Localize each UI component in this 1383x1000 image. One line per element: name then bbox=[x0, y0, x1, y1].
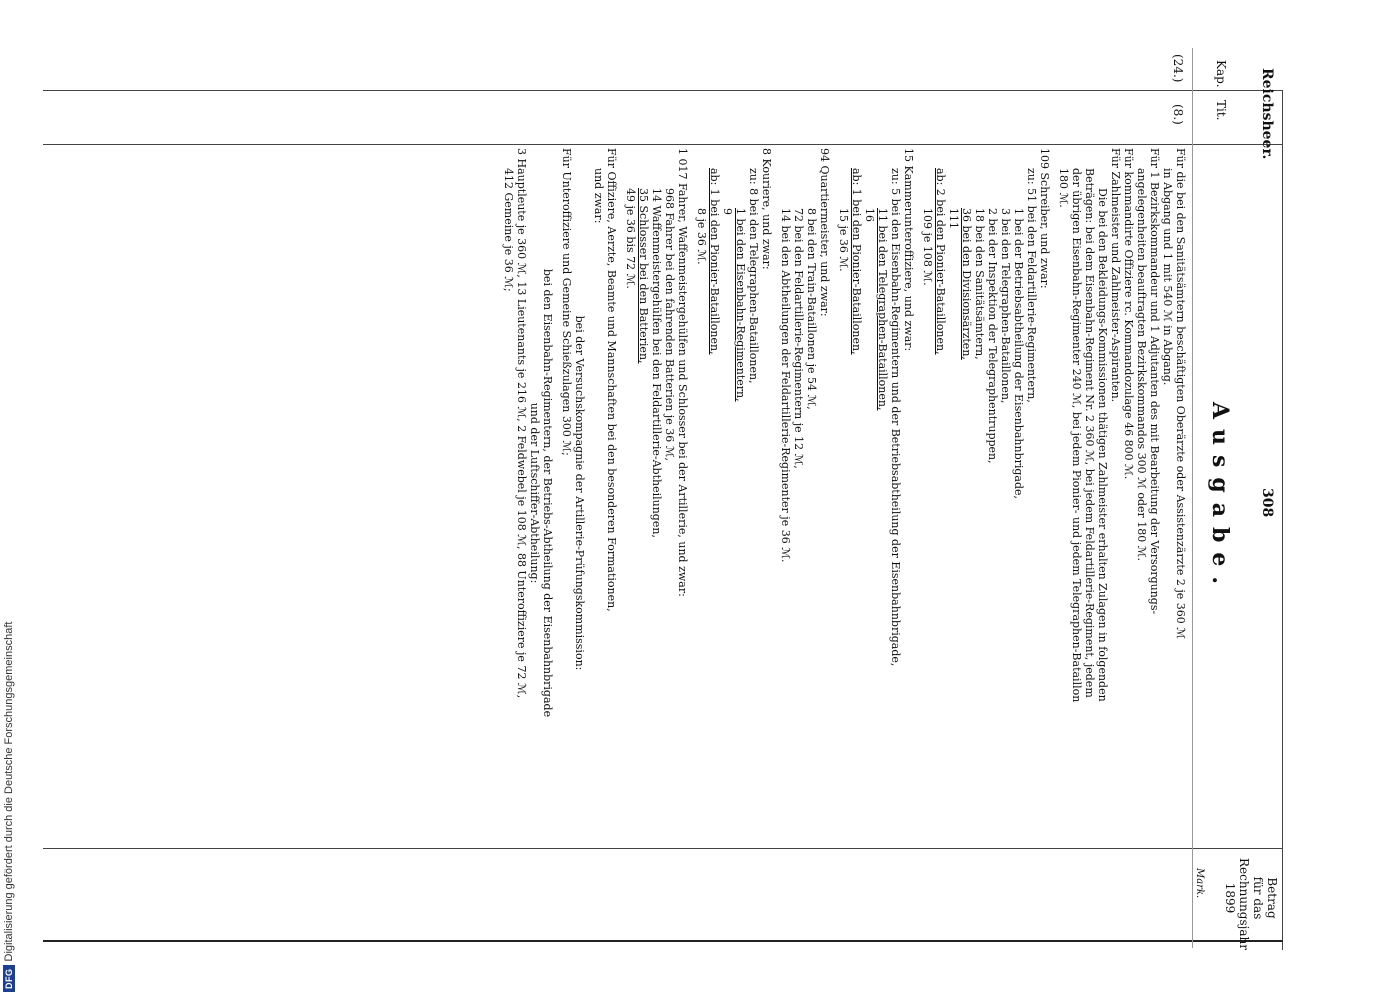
page-number: 308 bbox=[1259, 488, 1275, 518]
text-line: ab: 1 bei den Pionier-Bataillonen, bbox=[850, 168, 863, 355]
betrag-line: Rechnungsjahr bbox=[1237, 858, 1251, 950]
text-line: bei den Eisenbahn-Regimentern, der Betriebs-Abtheilung der Eisenbahnbrigade bbox=[541, 268, 554, 718]
text-line: 15 je 36 ℳ. bbox=[837, 208, 850, 272]
rotated-page bbox=[43, 48, 1283, 948]
text-line: Die bei den Bekleidungs-Kommissionen thätigen Zahlmeister erhalten Zulagen in folgenden bbox=[1096, 188, 1109, 702]
text-line: 11 bei den Telegraphen-Bataillonen, bbox=[876, 208, 889, 411]
dfg-credit bbox=[0, 592, 18, 992]
text-line: ab: 1 bei den Pionier-Bataillonen, bbox=[708, 168, 721, 355]
section-title: Ausgabe. bbox=[1207, 401, 1233, 595]
text-line: 16 bbox=[863, 208, 876, 222]
column-header-tit: Tit. bbox=[1214, 100, 1228, 121]
betrag-line: für das bbox=[1251, 876, 1265, 920]
text-line: Für Zahlmeister und Zahlmeister-Aspiranten. bbox=[1109, 148, 1122, 403]
column-unit-mark: Mark. bbox=[1194, 868, 1205, 899]
outer-rule bbox=[43, 940, 1283, 942]
betrag-line: 1899 bbox=[1223, 882, 1237, 914]
text-line: 14 Waffenmeistergehülfen bei den Feldartillerie-Abtheilungen, bbox=[650, 188, 663, 538]
text-line: und zwar: bbox=[592, 168, 605, 224]
text-line: 36 bei den Divisionsärzten, bbox=[960, 208, 973, 360]
text-line: 8 je 36 ℳ. bbox=[695, 208, 708, 265]
text-line: Für Offiziere, Aerzte, Beamte und Mannschaften bei den besonderen Formationen, bbox=[605, 148, 618, 612]
text-line: in Abgang und 1 mit 540 ℳ in Abgang. bbox=[1161, 168, 1174, 386]
text-line: Für Unteroffiziere und Gemeine Schießzulagen 300 ℳ; bbox=[560, 148, 573, 456]
kapitel-number: (24.) bbox=[1171, 54, 1185, 83]
column-header-kap: Kap. bbox=[1214, 60, 1228, 88]
text-line: zu: 8 bei den Telegraphen-Bataillonen, bbox=[747, 168, 760, 384]
text-line: Für die bei den Sanitätsämtern beschäftigten Oberärzte oder Assistenzärzte 2 je 360 ℳ bbox=[1174, 148, 1187, 640]
text-line: 1 bei der Betriebsabtheilung der Eisenbahnbrigade, bbox=[1012, 208, 1025, 500]
text-line: 1 017 Fahrer, Waffenmeistergehülfen und Schlosser bei der Artillerie, und zwar: bbox=[676, 148, 689, 597]
text-line: 18 bei den Sanitätsämtern, bbox=[973, 208, 986, 360]
text-line: 968 Fahrer bei den fahrenden Batterien je 36 ℳ, bbox=[663, 188, 676, 461]
text-line: 9 bbox=[721, 208, 734, 215]
text-line: 3 bei den Telegraphen-Bataillonen, bbox=[999, 208, 1012, 404]
text-line: 8 bei den Train-Bataillonen je 54 ℳ, bbox=[805, 208, 818, 410]
dfg-logo: DFG bbox=[3, 966, 15, 993]
text-line: der übrigen Eisenbahn-Regimenter 240 ℳ, bei jedem Pionier- und jedem Telegraphen-Bataillon bbox=[1070, 168, 1083, 703]
text-line: und der Luftschiffer-Abtheilung: bbox=[528, 402, 541, 584]
text-line: 180 ℳ. bbox=[1057, 168, 1070, 208]
text-line: ab: 2 bei den Pionier-Bataillonen, bbox=[934, 168, 947, 355]
dfg-credit-text: Digitalisierung gefördert durch die Deutsche Forschungsgemeinschaft bbox=[3, 621, 15, 962]
text-line: 2 bei der Inspektion der Telegraphentruppen, bbox=[986, 208, 999, 464]
text-line: Für kommandirte Offiziere rc. Kommandozulage 46 800 ℳ. bbox=[1122, 148, 1135, 480]
column-rule-kap bbox=[43, 90, 1283, 91]
text-line: 72 bei den Feldartillerie-Regimentern je 12 ℳ, bbox=[792, 208, 805, 469]
text-line: 1 bei den Eisenbahn-Regimentern, bbox=[734, 208, 747, 402]
text-line: angelegenheiten beauftragten Bezirkskommandos 300 ℳ oder 180 ℳ. bbox=[1135, 168, 1148, 562]
text-line: 94 Quartiermeister, und zwar: bbox=[818, 148, 831, 317]
body-text bbox=[502, 148, 1187, 838]
text-line: 109 je 108 ℳ. bbox=[921, 208, 934, 286]
text-line: 15 Kammerunteroffiziere, und zwar: bbox=[902, 148, 915, 352]
text-line: 35 Schlosser bei den Batterien, bbox=[637, 188, 650, 364]
text-line: 111 bbox=[947, 208, 960, 229]
column-rule-tit bbox=[43, 144, 1283, 145]
running-head: Reichsheer. bbox=[1259, 68, 1275, 160]
text-line: zu: 5 bei den Eisenbahn-Regimentern und der Betriebsabtheilung der Eisenbahnbrigade, bbox=[889, 168, 902, 667]
text-line: Beträgen: bei dem Eisenbahn-Regiment Nr. 2 360 ℳ, bei jedem Feldartillerie-Regiment, jedem bbox=[1083, 168, 1096, 698]
text-line: 49 je 36 bis 72 ℳ. bbox=[624, 188, 637, 289]
column-header-betrag bbox=[1223, 858, 1279, 950]
text-line: Für 1 Bezirkskommandeur und 1 Adjutanten des mit Bearbeitung der Versorgungs- bbox=[1148, 148, 1161, 615]
text-line: zu: 51 bei den Feldartillerie-Regimentern, bbox=[1025, 168, 1038, 403]
text-line: 412 Gemeine je 36 ℳ; bbox=[502, 168, 515, 292]
column-rule-betrag bbox=[43, 848, 1283, 849]
text-line: 3 Hauptleute je 360 ℳ, 13 Lieutenants je 216 ℳ, 2 Feldwebel je 108 ℳ, 88 Unteroffiziere je 72 ℳ, bbox=[515, 148, 528, 699]
text-line: 14 bei den Abtheilungen der Feldartillerie-Regimenter je 36 ℳ. bbox=[779, 208, 792, 563]
text-line: bei der Versuchskompagnie der Artillerie-Prüfungskommission: bbox=[573, 315, 586, 671]
betrag-line: Betrag bbox=[1265, 877, 1279, 919]
titel-number: (8.) bbox=[1171, 104, 1185, 125]
page-header bbox=[1192, 48, 1283, 948]
text-line: 109 Schreiber, und zwar: bbox=[1038, 148, 1051, 289]
text-line: 8 Kouriere, und zwar: bbox=[760, 148, 773, 270]
